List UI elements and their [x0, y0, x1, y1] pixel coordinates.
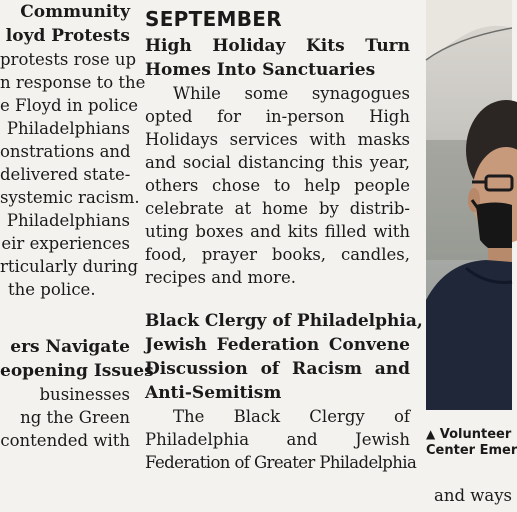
body2-line: Federation of Greater Philadelphia: [145, 453, 417, 472]
caption-line: Center Emer: [426, 443, 517, 458]
body2-line: The Black Clergy of: [173, 407, 410, 426]
right-body-fragment: and ways: [434, 486, 513, 505]
left-body-line: n response to the: [0, 73, 146, 92]
headline-line: Homes Into Sanctuaries: [145, 60, 376, 80]
left-headline: [0, 0, 130, 48]
left-body-line: Philadelphians: [6, 211, 130, 230]
left-headline-line: loyd Protests: [5, 26, 130, 46]
left-column: [0, 0, 154, 512]
caption-line: Volunteer: [439, 427, 512, 442]
left-body-line: delivered state-: [0, 165, 131, 184]
left-headline-line: Community: [20, 2, 130, 22]
left-body-line: Philadelphians: [6, 119, 130, 138]
masked-volunteer-photo: [426, 0, 512, 410]
body-line: and social distancing this year,: [145, 153, 410, 172]
article-body-2: [145, 405, 417, 474]
left-headline-2: [0, 335, 154, 383]
photo-caption: [426, 426, 517, 459]
body-line: recipes and more.: [145, 268, 296, 287]
body-line: opted for in-person High: [145, 107, 410, 126]
body-line: others chose to help people: [145, 176, 410, 195]
left-body2-line: ng the Green: [20, 408, 130, 427]
left-body-line: e Floyd in police: [0, 96, 139, 115]
headline2-line: Anti-Semitism: [145, 383, 282, 403]
article-body: [145, 82, 410, 289]
right-column: [426, 0, 517, 512]
headline2-line: Jewish Federation Convene: [145, 335, 410, 355]
left-body-line: the police.: [8, 280, 96, 299]
headline2-line: Discussion of Racism and: [145, 359, 410, 379]
article-headline-2: [145, 309, 423, 405]
headline2-line: Black Clergy of Philadelphia,: [145, 311, 423, 331]
caption-triangle-icon: ▲: [426, 427, 436, 441]
left-body2-line: businesses: [39, 385, 130, 404]
left-body-line: rticularly during: [0, 257, 139, 276]
left-body-line: protests rose up: [0, 50, 137, 69]
left-body-line: onstrations and: [0, 142, 131, 161]
body-line: While some synagogues: [173, 84, 410, 103]
left-body2-line: contended with: [0, 431, 130, 450]
body-line: celebrate at home by distrib-: [145, 199, 410, 218]
photo-illustration: [426, 0, 512, 410]
body-line: uting boxes and kits filled with: [145, 222, 410, 241]
body-line: food, prayer books, candles,: [145, 245, 410, 264]
section-label: SEPTEMBER: [145, 7, 282, 31]
headline-line: High Holiday Kits Turn: [145, 36, 410, 56]
article-headline: [145, 34, 410, 82]
left-body-line: systemic racism.: [0, 188, 140, 207]
left-article-body-2: [0, 383, 130, 452]
body-line: Holidays services with masks: [145, 130, 410, 149]
left-headline2-line: eopening Issues: [0, 361, 154, 381]
left-body-line: eir experiences: [1, 234, 130, 253]
left-headline2-line: ers Navigate: [10, 337, 130, 357]
middle-column: [145, 0, 423, 512]
body2-line: Philadelphia and Jewish: [145, 430, 410, 449]
left-article-body: [0, 48, 146, 301]
